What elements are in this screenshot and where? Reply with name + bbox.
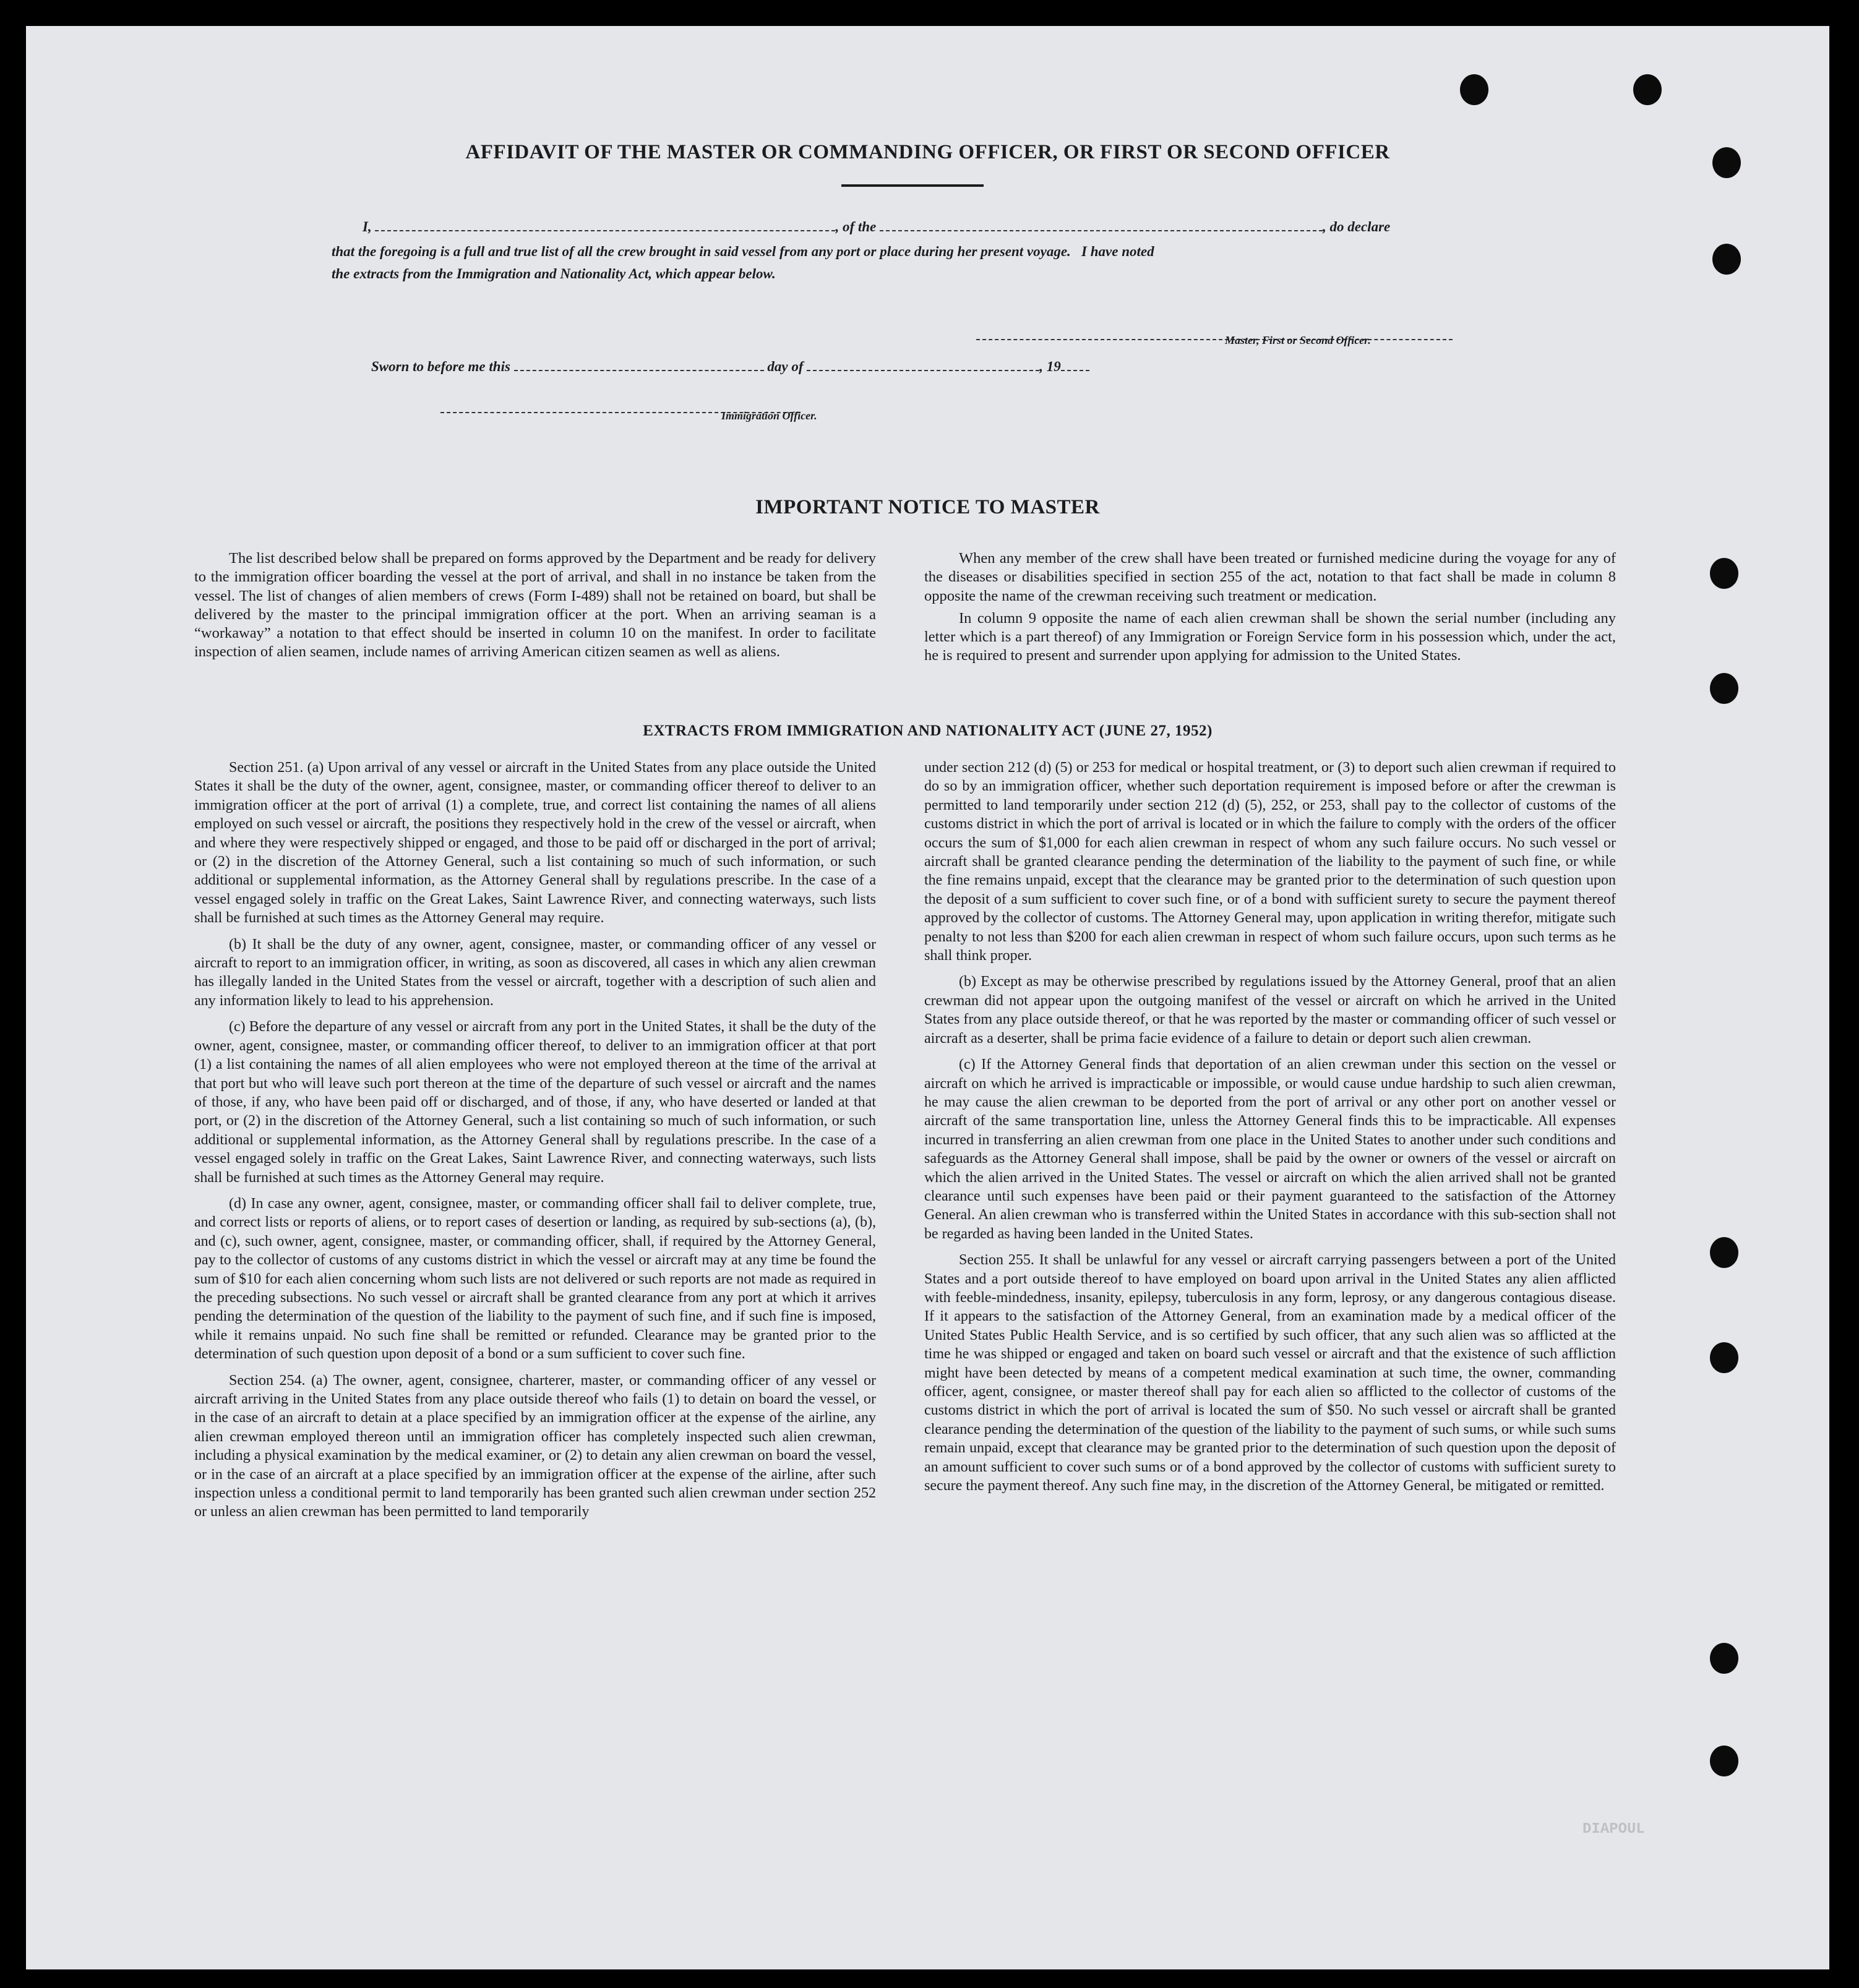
- punch-hole: [1710, 1237, 1738, 1268]
- section-254-b: (b) Except as may be otherwise prescribed by regulations issued by the Attorney General, proof that an alien crewman did not appear upon the outgoing manifest of the vessel or aircraft on which he arrived in the United States from any place outside thereof, or that he was reported by the master or commanding officer of such vessel or aircraft as a deserter, shall be prima facie evidence of a failure to detain or deport such alien crewman.: [924, 974, 1616, 1047]
- punch-hole: [1710, 1643, 1738, 1674]
- bleed-through-text: DIAPOUL: [1582, 1821, 1645, 1838]
- line1-suffix: , do declare: [1323, 219, 1391, 234]
- title-rule: [841, 184, 984, 187]
- extracts-right-column: [924, 758, 1616, 1502]
- punch-hole: [1710, 673, 1738, 704]
- master-signature-blank: [976, 327, 1453, 340]
- notice-right-text-1: When any member of the crew shall have been treated or furnished medicine during the voyage for any of the diseases or disabilities specified in section 255 of the act, notation to that fact shall be made in column 8 opposite the name of the crewman receiving such treatment or medication.: [924, 550, 1616, 604]
- punch-hole: [1710, 1746, 1738, 1776]
- punch-hole: [1710, 1342, 1738, 1373]
- vessel-blank: [880, 218, 1323, 231]
- notice-title: IMPORTANT NOTICE TO MASTER: [755, 496, 1100, 518]
- document-page: [26, 26, 1829, 1969]
- affidavit-line-2: that the foregoing is a full and true list of all the crew brought in said vessel from any port or place during her present voyage. I have noted: [332, 244, 1154, 259]
- name-blank: [375, 218, 835, 231]
- affidavit-line-1: [363, 218, 1390, 235]
- line1-prefix: I,: [363, 219, 372, 234]
- officer-caption: Immigration Officer.: [721, 409, 817, 422]
- sworn-middle: day of: [767, 359, 804, 374]
- notice-left: [194, 549, 876, 662]
- year-blank: [1061, 358, 1089, 371]
- affidavit-line-3: the extracts from the Immigration and Nationality Act, which appear below.: [332, 266, 776, 281]
- notice-right: [924, 549, 1616, 666]
- master-caption: Master, First or Second Officer.: [1225, 334, 1371, 346]
- line1-middle: , of the: [835, 219, 877, 234]
- section-251-b: (b) It shall be the duty of any owner, agent, consignee, master, or commanding officer of any vessel or aircraft to report to an immigration officer, in writing, as soon as discovered, all cases in which any alien crewman has illegally landed in the United States from the vessel or aircraft, together with a description of such alien and any information likely to lead to his apprehension.: [194, 936, 876, 1009]
- punch-hole: [1460, 74, 1488, 105]
- punch-hole: [1710, 558, 1738, 589]
- affidavit-title: AFFIDAVIT OF THE MASTER OR COMMANDING OFFICER, OR FIRST OR SECOND OFFICER: [465, 141, 1390, 163]
- punch-hole: [1712, 244, 1741, 275]
- section-254-a-continued: under section 212 (d) (5) or 253 for medical or hospital treatment, or (3) to deport such alien crewman if required to do so by an immigration officer, whether such deportation requirement is imposed before or after the crewman is permitted to land temporarily under section 212 (d) (5), 252, or 253, shall pay to the collector of customs of the customs district in which the port of arrival is located or in which the failure to comply with the orders of the officer occurs the sum of $1,000 for each alien crewman in respect of whom any such failure occurs. No such vessel or aircraft shall be granted clearance pending the determination of the liability to the payment of such fine, or while the fine remains unpaid, except that the clearance may be granted prior to the determination of such question upon the deposit of a sum sufficient to cover such fine, or of a bond with sufficient surety to secure the payment thereof approved by the collector of customs. The Attorney General may, upon application in writing therefor, mitigate such penalty to not less than $200 for each alien crewman in respect of whom such failure occurs, upon such terms as he shall think proper.: [924, 760, 1616, 964]
- extracts-title: EXTRACTS FROM IMMIGRATION AND NATIONALITY ACT (JUNE 27, 1952): [643, 722, 1213, 739]
- section-254-c: (c) If the Attorney General finds that deportation of an alien crewman under this section on the vessel or aircraft on which he arrived is impracticable or impossible, or would cause undue hardship to such alien crewman, he may cause the alien crewman to be deported from the port of arrival or any other port on another vessel or aircraft of the same transportation line, unless the Attorney General finds this to be impracticable. All expenses incurred in transferring an alien crewman from one place in the United States to another under such conditions and safeguards as the Attorney General shall impose, shall be paid by the owner or owners of the vessel or aircraft on which the alien arrived in the United States. The vessel or aircraft on which the alien arrived shall not be granted clearance until such expenses have been paid or their payment guaranteed to the satisfaction of the Attorney General. An alien crewman who is transferred within the United States in accordance with this sub-section shall not be regarded as having been landed in the United States.: [924, 1056, 1616, 1242]
- punch-hole: [1633, 74, 1662, 105]
- extracts-left-column: [194, 758, 876, 1529]
- sworn-line: [371, 358, 1089, 375]
- notice-right-text-2: In column 9 opposite the name of each alien crewman shall be shown the serial number (including any letter which is a part thereof) of any Immigration or Foreign Service form in his possession which, under the act, he is required to present and surrender upon applying for admission to the United States.: [924, 609, 1616, 664]
- notice-left-text: The list described below shall be prepared on forms approved by the Department and be ready for delivery to the immigration officer boarding the vessel at the port of arrival, and shall in no instance be taken from the vessel. The list of changes of alien members of crews (Form I-489) shall not be retained on board, but shall be delivered by the master to the principal immigration officer at the port. When an arriving seaman is a “workaway” a notation to that effect should be inserted in column 10 on the manifest. In order to facilitate inspection of alien seamen, include names of arriving American citizen seamen as well as aliens.: [194, 550, 876, 661]
- day-blank: [514, 358, 764, 371]
- section-251-d: (d) In case any owner, agent, consignee, master, or commanding officer shall fail to deliver complete, true, and correct lists or reports of aliens, or to report cases of desertion or landing, as required by sub-sections (a), (b), and (c), such owner, agent, consignee, master, or commanding officer, shall, if required by the Attorney General, pay to the collector of customs of any customs district in which the vessel or aircraft may at any time be found the sum of $10 for each alien concerning whom such lists are not delivered or such reports are not made as required in the preceding subsections. No such vessel or aircraft shall be granted clearance from any port at which it arrives pending the determination of the question of the liability to the payment of such fine, and if such fine is imposed, while it remains unpaid. No such fine shall be remitted or refunded. Clearance may be granted prior to the determination of such question upon deposit of a bond or a sum sufficient to cover such fine.: [194, 1195, 876, 1363]
- month-blank: [807, 358, 1039, 371]
- sworn-prefix: Sworn to before me this: [371, 359, 510, 374]
- section-254-a: Section 254. (a) The owner, agent, consignee, charterer, master, or commanding officer of any vessel or aircraft arriving in the United States from any place outside thereof who fails (1) to detain on board the vessel, or in the case of an aircraft to detain at a place specified by an immigration officer at the expense of the airline, any alien crewman employed thereon until an immigration officer has completely inspected such alien crewman, including a physical examination by the medical examiner, or (2) to detain any alien crewman on board the vessel, or in the case of an aircraft at a place specified by an immigration officer at the expense of the airline, after such inspection unless a conditional permit to land temporarily has been granted such alien crewman under section 252 or unless an alien crewman has been permitted to land temporarily: [194, 1372, 876, 1520]
- section-255: Section 255. It shall be unlawful for any vessel or aircraft carrying passengers between a port of the United States and a port outside thereof to have employed on board upon arrival in the United States any alien afflicted with feeble-mindedness, insanity, epilepsy, tuberculosis in any form, leprosy, or any dangerous contagious disease. If it appears to the satisfaction of the Attorney General, from an examination made by a medical officer of the United States Public Health Service, and is so certified by such officer, that any such alien was so afflicted at the time he was shipped or engaged and taken on board such vessel or aircraft and that the existence of such affliction might have been detected by means of a competent medical examination at such time, the owner, commanding officer, agent, consignee, or master thereof shall pay for each alien so afflicted to the collector of customs of the customs district in which the port of arrival is located the sum of $50. No such vessel or aircraft shall be granted clearance pending the determination of the question of the liability to the payment of such sums, or while such sums remain unpaid, except that clearance may be granted prior to the determination of such question upon the deposit of an amount sufficient to cover such sums or of a bond approved by the collector of customs with sufficient surety to secure the payment thereof. Any such fine may, in the discretion of the Attorney General, be mitigated or remitted.: [924, 1252, 1616, 1494]
- section-251-c: (c) Before the departure of any vessel or aircraft from any port in the United States, it shall be the duty of the owner, agent, consignee, master, or commanding officer thereof, to deliver to an immigration officer at that port (1) a list containing the names of all alien employees who were not employed thereon at the time of the arrival at that port but who will leave such port thereon at the time of the departure of such vessel or aircraft and the names of those, if any, who have been paid off or discharged, and of those, if any, who have deserted or landed at that port, or (2) in the discretion of the Attorney General, such a list containing so much of such information, or such additional or supplemental information, as the Attorney General shall by regulations prescribe. In the case of a vessel engaged solely in traffic on the Great Lakes, Saint Lawrence River, and connecting waterways, such lists shall be furnished at such times as the Attorney General may require.: [194, 1019, 876, 1186]
- section-251-a: Section 251. (a) Upon arrival of any vessel or aircraft in the United States from any place outside the United States it shall be the duty of the owner, agent, consignee, master, or commanding officer thereof to deliver to an immigration officer at the port of arrival (1) a complete, true, and correct list containing the names of all aliens employed on such vessel or aircraft, the positions they respectively hold in the crew of the vessel or aircraft, when and where they were respectively shipped or engaged, and those to be paid off or discharged in the port of arrival; or (2) in the discretion of the Attorney General, such a list containing so much of such information, or such additional or supplemental information, as the Attorney General shall by regulations prescribe. In the case of a vessel engaged solely in traffic on the Great Lakes, Saint Lawrence River, and connecting waterways, such lists shall be furnished at such times as the Attorney General may require.: [194, 760, 876, 927]
- sworn-suffix: , 19: [1039, 359, 1061, 374]
